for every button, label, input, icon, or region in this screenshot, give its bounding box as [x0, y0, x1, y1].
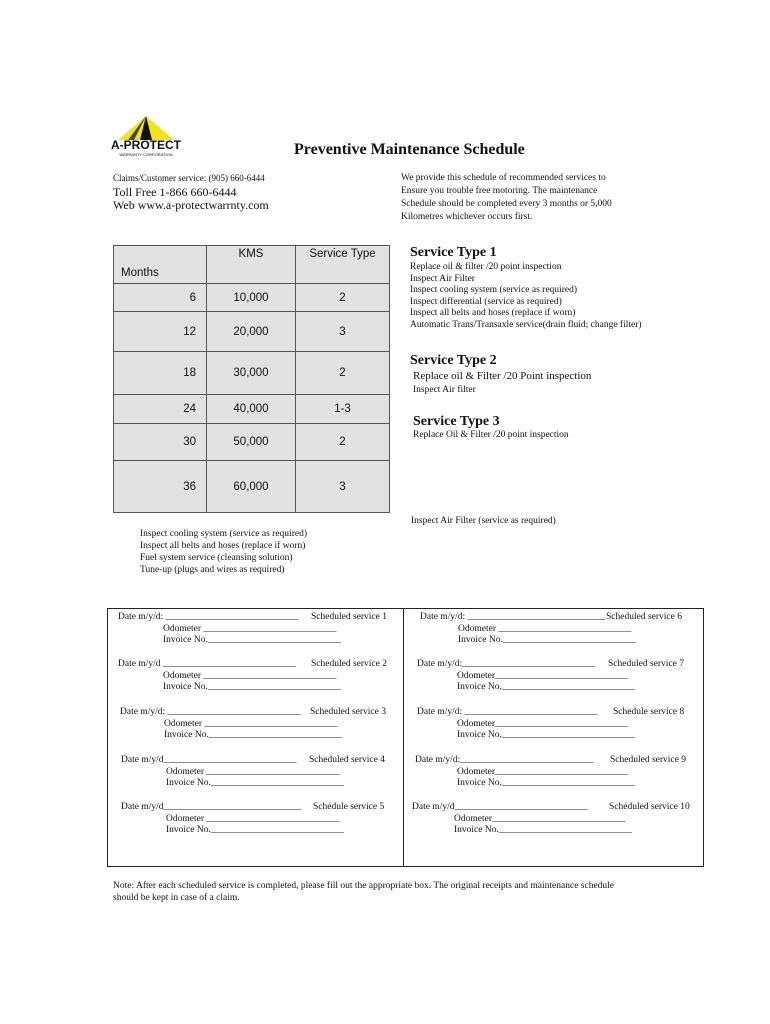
cell-kms: 30,000: [207, 352, 296, 395]
service-type-items: [410, 262, 642, 332]
intro-line: We provide this schedule of recommended services to: [401, 173, 606, 183]
service-entry: [118, 659, 387, 694]
invoice-field[interactable]: Invoice No.____________________________: [457, 682, 635, 692]
service-item: Automatic Trans/Transaxle service(drain fluid; change filter): [410, 319, 642, 330]
scheduled-service-label: Scheduled service 7: [608, 659, 684, 669]
service-item: Replace oil & filter /20 point inspection: [410, 262, 562, 272]
header-months: Months: [114, 246, 207, 284]
invoice-field[interactable]: Invoice No.____________________________: [457, 730, 635, 740]
cell-service-type: 3: [296, 312, 390, 352]
scheduled-service-label: Scheduled service 4: [309, 755, 385, 765]
cell-months: 30: [114, 424, 207, 461]
cell-service-type: 2: [296, 352, 390, 395]
company-logo: [110, 114, 182, 158]
cell-months: 36: [114, 461, 207, 513]
odometer-field[interactable]: Odometer ____________________________: [166, 813, 340, 824]
odometer-field[interactable]: Odometer____________________________: [457, 670, 628, 681]
scheduled-service-label: Schedule service 8: [613, 707, 685, 717]
service-entry: [420, 612, 682, 647]
odometer-field[interactable]: Odometer ____________________________: [166, 766, 340, 777]
service-type-heading: Service Type 2: [410, 353, 497, 368]
date-field[interactable]: Date m/y/d ____________________________: [118, 659, 296, 669]
scheduled-service-label: Scheduled service 10: [609, 802, 690, 812]
date-field[interactable]: Date m/y/d: ____________________________: [120, 707, 301, 717]
scheduled-service-label: Scheduled service 9: [610, 755, 686, 765]
service-type-heading: Service Type 3: [413, 414, 500, 429]
invoice-field[interactable]: Invoice No.____________________________: [166, 825, 344, 835]
date-field[interactable]: Date m/y/d: _____________________________: [420, 612, 606, 622]
service-entry: [121, 755, 385, 790]
intro-line: Schedule should be completed every 3 months or 5,000: [401, 199, 612, 209]
cell-months: 6: [114, 284, 207, 312]
cell-kms: 20,000: [207, 312, 296, 352]
service-item: Inspect differential (service as required): [410, 296, 562, 307]
list-item: Inspect cooling system (service as required): [140, 529, 307, 539]
list-item: Tune-up (plugs and wires as required): [140, 565, 285, 575]
footer-note: [113, 880, 673, 904]
scheduled-service-label: Scheduled service 2: [311, 659, 387, 669]
scheduled-service-label: Schedule service 5: [313, 802, 385, 812]
extra-inspection-line: Inspect Air Filter (service as required): [411, 516, 556, 526]
list-item: Inspect all belts and hoses (replace if worn): [140, 541, 306, 551]
service-type-items: [410, 370, 591, 397]
cell-months: 12: [114, 312, 207, 352]
odometer-field[interactable]: Odometer ____________________________: [163, 623, 337, 634]
service-item: Inspect Air filter: [413, 385, 476, 395]
additional-services-list: [140, 528, 307, 576]
page-title: Preventive Maintenance Schedule: [294, 141, 525, 158]
date-field[interactable]: Date m/y/d_____________________________: [121, 802, 302, 812]
invoice-field[interactable]: Invoice No.____________________________: [458, 635, 636, 645]
claims-line: Claims/Customer service: (905) 660-6444: [113, 173, 265, 183]
odometer-field[interactable]: Odometer ____________________________: [164, 718, 338, 729]
invoice-field[interactable]: Invoice No.____________________________: [163, 682, 341, 692]
service-type-1: [410, 245, 642, 332]
list-item: Fuel system service (cleansing solution): [140, 553, 293, 563]
odometer-field[interactable]: Odometer____________________________: [457, 718, 628, 729]
tollfree-line: Toll Free 1-866 660-6444: [113, 184, 237, 199]
service-entry: [118, 612, 387, 647]
service-entry: [120, 707, 386, 742]
note-line: should be kept in case of a claim.: [113, 893, 240, 903]
cell-service-type: 2: [296, 284, 390, 312]
invoice-field[interactable]: Invoice No.____________________________: [454, 825, 632, 835]
contact-info: [113, 172, 269, 213]
service-entry: [417, 659, 684, 694]
table-row: [114, 424, 390, 461]
service-item: Inspect Air Filter: [410, 273, 475, 284]
intro-line: Kilometres whichever occurs first.: [401, 212, 533, 222]
cell-kms: 40,000: [207, 395, 296, 424]
odometer-field[interactable]: Odometer ____________________________: [458, 623, 632, 634]
cell-service-type: 1-3: [296, 395, 390, 424]
odometer-field[interactable]: Odometer____________________________: [457, 766, 628, 777]
cell-service-type: 3: [296, 461, 390, 513]
table-row: [114, 284, 390, 312]
scheduled-service-label: Scheduled service 3: [310, 707, 386, 717]
logo-tagline: WARRANTY CORPORATION: [119, 152, 173, 157]
schedule-table: [113, 245, 390, 513]
cell-kms: 10,000: [207, 284, 296, 312]
date-field[interactable]: Date m/y/d:____________________________: [415, 755, 594, 765]
intro-line: Ensure you trouble free motoring. The maintenance: [401, 186, 598, 196]
odometer-field[interactable]: Odometer____________________________: [454, 813, 625, 824]
cell-service-type: 2: [296, 424, 390, 461]
cell-kms: 60,000: [207, 461, 296, 513]
date-field[interactable]: Date m/y/d____________________________: [121, 755, 297, 765]
service-item: Replace oil & Filter /20 Point inspection: [413, 370, 592, 382]
header-kms: KMS: [207, 246, 296, 284]
service-entry: [121, 802, 385, 837]
date-field[interactable]: Date m/y/d: ____________________________: [417, 707, 598, 717]
service-item: Inspect cooling system (service as required): [410, 285, 577, 296]
table-header-row: [114, 246, 390, 284]
intro-text: [401, 172, 641, 224]
table-row: [114, 395, 390, 424]
table-row: [114, 352, 390, 395]
cell-months: 24: [114, 395, 207, 424]
service-type-2: [410, 353, 591, 397]
service-entry: [417, 707, 685, 742]
service-entry: [412, 802, 690, 837]
invoice-field[interactable]: Invoice No.____________________________: [457, 778, 635, 788]
service-type-heading: Service Type 1: [410, 245, 497, 260]
date-field[interactable]: Date m/y/d:____________________________: [417, 659, 596, 669]
date-field[interactable]: Date m/y/d: ____________________________: [118, 612, 299, 622]
odometer-field[interactable]: Odometer ____________________________: [163, 670, 337, 681]
service-entry: [415, 755, 686, 790]
cell-kms: 50,000: [207, 424, 296, 461]
note-line: Note: After each scheduled service is completed, please fill out the appropriate box. The original receipts and maintenance schedule: [113, 881, 615, 891]
cell-months: 18: [114, 352, 207, 395]
date-field[interactable]: Date m/y/d____________________________: [412, 802, 588, 812]
service-item: Replace Oil & Filter /20 point inspection: [413, 430, 569, 440]
service-item: Inspect all belts and hoses (replace if worn): [410, 308, 576, 319]
table-row: [114, 461, 390, 513]
invoice-field[interactable]: Invoice No.____________________________: [166, 778, 344, 788]
web-line: Web www.a-protectwarrnty.com: [113, 198, 269, 212]
scheduled-service-label: Scheduled service 6: [606, 612, 682, 622]
table-row: [114, 312, 390, 352]
invoice-field[interactable]: Invoice No.____________________________: [164, 730, 342, 740]
invoice-field[interactable]: Invoice No.____________________________: [163, 635, 341, 645]
scheduled-service-label: Scheduled service 1: [311, 612, 387, 622]
box-divider: [403, 608, 404, 866]
header-service-type: Service Type: [296, 246, 390, 284]
logo-name: A-PROTECT: [111, 138, 181, 152]
service-type-3: [413, 414, 569, 442]
